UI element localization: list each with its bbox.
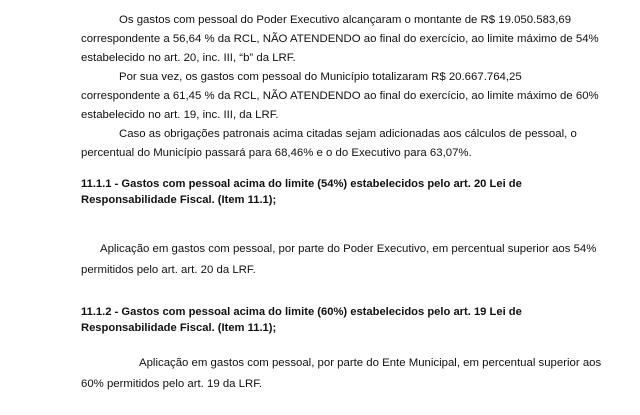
body-line: 60% permitidos pelo art. 19 da LRF. (81, 378, 263, 390)
paragraph-line: Caso as obrigações patronais acima citadas sejam adicionadas aos cálculos de pessoal, o (119, 128, 577, 140)
paragraph-line: Por sua vez, os gastos com pessoal do Município totalizaram R$ 20.667.764,25 (119, 71, 522, 83)
paragraph-patronal-obligations (81, 125, 609, 163)
paragraph-executive-spending (81, 11, 609, 68)
paragraph-line: correspondente a 56,64 % da RCL, NÃO ATENDENDO ao final do exercício, ao limite máximo de 54% (81, 33, 599, 45)
section-heading-11-1-1 (81, 177, 609, 208)
section-heading-11-1-2 (81, 305, 609, 336)
paragraph-line: estabelecido no art. 19, inc. III, da LRF. (81, 109, 279, 121)
heading-line: Responsabilidade Fiscal. (Item 11.1); (81, 321, 277, 334)
body-line: permitidos pelo art. art. 20 da LRF. (81, 264, 256, 276)
paragraph-line: estabelecido no art. 20, inc. III, “b” da LRF. (81, 52, 296, 64)
section-body-11-1-1 (81, 239, 609, 281)
paragraph-line: correspondente a 61,45 % da RCL, NÃO ATENDENDO ao final do exercício, ao limite máximo de 60% (81, 90, 599, 102)
body-line: Aplicação em gastos com pessoal, por parte do Poder Executivo, em percentual superior aos 54% (100, 243, 597, 255)
paragraph-line: percentual do Município passará para 68,46% e o do Executivo para 63,07%. (81, 147, 472, 159)
heading-line: Responsabilidade Fiscal. (Item 11.1); (81, 193, 277, 206)
paragraph-line: Os gastos com pessoal do Poder Executivo alcançaram o montante de R$ 19.050.583,69 (119, 14, 572, 26)
section-body-11-1-2 (81, 353, 609, 395)
heading-line: 11.1.2 - Gastos com pessoal acima do limite (60%) estabelecidos pelo art. 19 Lei de (81, 306, 522, 318)
paragraph-municipal-spending (81, 68, 609, 125)
body-line: Aplicação em gastos com pessoal, por parte do Ente Municipal, em percentual superior aos (139, 357, 602, 369)
heading-line: 11.1.1 - Gastos com pessoal acima do limite (54%) estabelecidos pelo art. 20 Lei de (81, 178, 522, 190)
